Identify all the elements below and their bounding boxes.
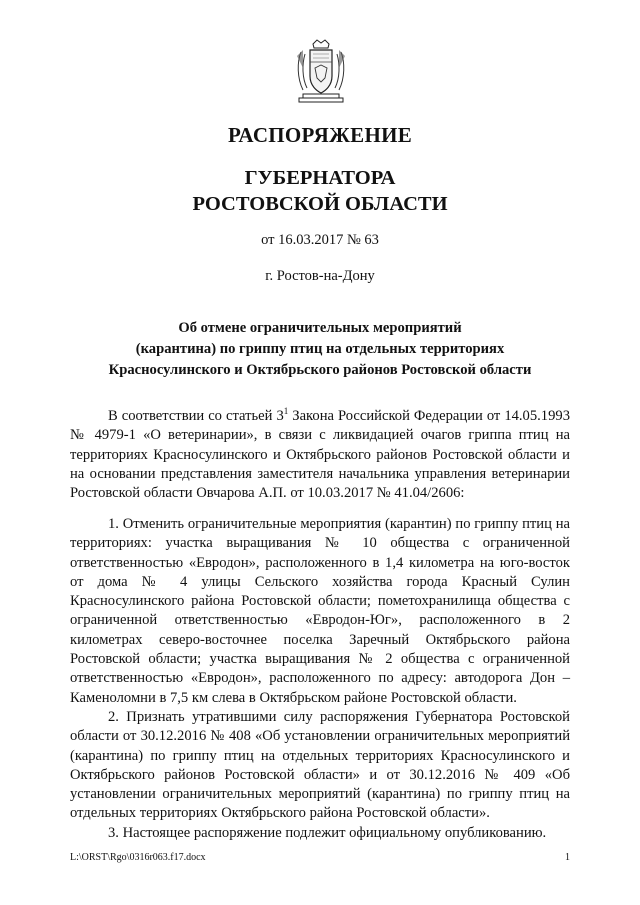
document-date-number: от 16.03.2017 № 63 [261,232,379,248]
file-path: L:\ORST\Rgo\0316r063.f17.docx [70,852,206,863]
subject-line-2: (карантина) по гриппу птиц на отдельных территориях [135,341,505,357]
resolution-items [70,515,570,843]
subject-line-1: Об отмене ограничительных мероприятий [178,320,462,336]
document-subject [0,318,640,381]
preamble-rest: Закона Российской Федерации от 14.05.1993 № 4979-1 «О ветеринарии», в связи с ликвидацией очагов гриппа птиц на территориях Красносулинского и Октябрьского районов Ростовской области и на основании представления заместителя начальника управления ветеринарии Ростовской области Овчарова А.П. от 10.03.2017 № 41.04/2606: [70,408,570,502]
preamble-start: В соответствии со статьей 3 [108,408,284,424]
item-2: 2. Признать утратившими силу распоряжения Губернатора Ростовской области от 30.12.2016 № 408 «Об установлении ограничительных мероприятий (карантина) по гриппу птиц на отдельных территориях Красносулинского и Октябрьского районов Ростовской области» и от 30.12.2016 № 409 «Об установлении ограничительных мероприятий (карантина) по гриппу птиц на отдельных территориях Октябрьского района Ростовской области». [70,708,570,822]
page-number: 1 [565,852,570,863]
page-footer [70,852,570,863]
article-superscript: 1 [283,406,289,417]
item-1: 1. Отменить ограничительные мероприятия (карантин) по гриппу птиц на территориях: участка выращивания № 10 общества с ограниченной ответственностью «Евродон», расположенного в 1,4 километра на юго-восток от дома № 4 улицы Сельского хозяйства города Красный Сулин Красносулинского района Ростовской области; пометохранилища общества с ограниченной ответственностью «Евродон-Юг», расположенного в 2 километрах северо-восточнее поселка Заречный Октябрьского района Ростовской области; участка выращивания № 2 общества с ограниченной ответственностью «Евродон», расположенного по адресу: автодорога Дон – Каменоломни в 7,5 км слева в Октябрьском районе Ростовской области. [70,516,570,706]
preamble [70,407,570,503]
authority-line-1: ГУБЕРНАТОРА [244,167,396,189]
item-3: 3. Настоящее распоряжение подлежит официальному опубликованию. [108,824,547,841]
document-type: РАСПОРЯЖЕНИЕ [227,123,413,147]
document-city: г. Ростов-на-Дону [265,268,375,284]
preamble-paragraph [70,407,570,503]
subject-line-3: Красносулинского и Октябрьского районов Ростовской области [108,362,532,378]
issuing-authority [0,165,640,217]
authority-line-2: РОСТОВСКОЙ ОБЛАСТИ [192,193,448,215]
coat-of-arms-icon [293,38,349,104]
